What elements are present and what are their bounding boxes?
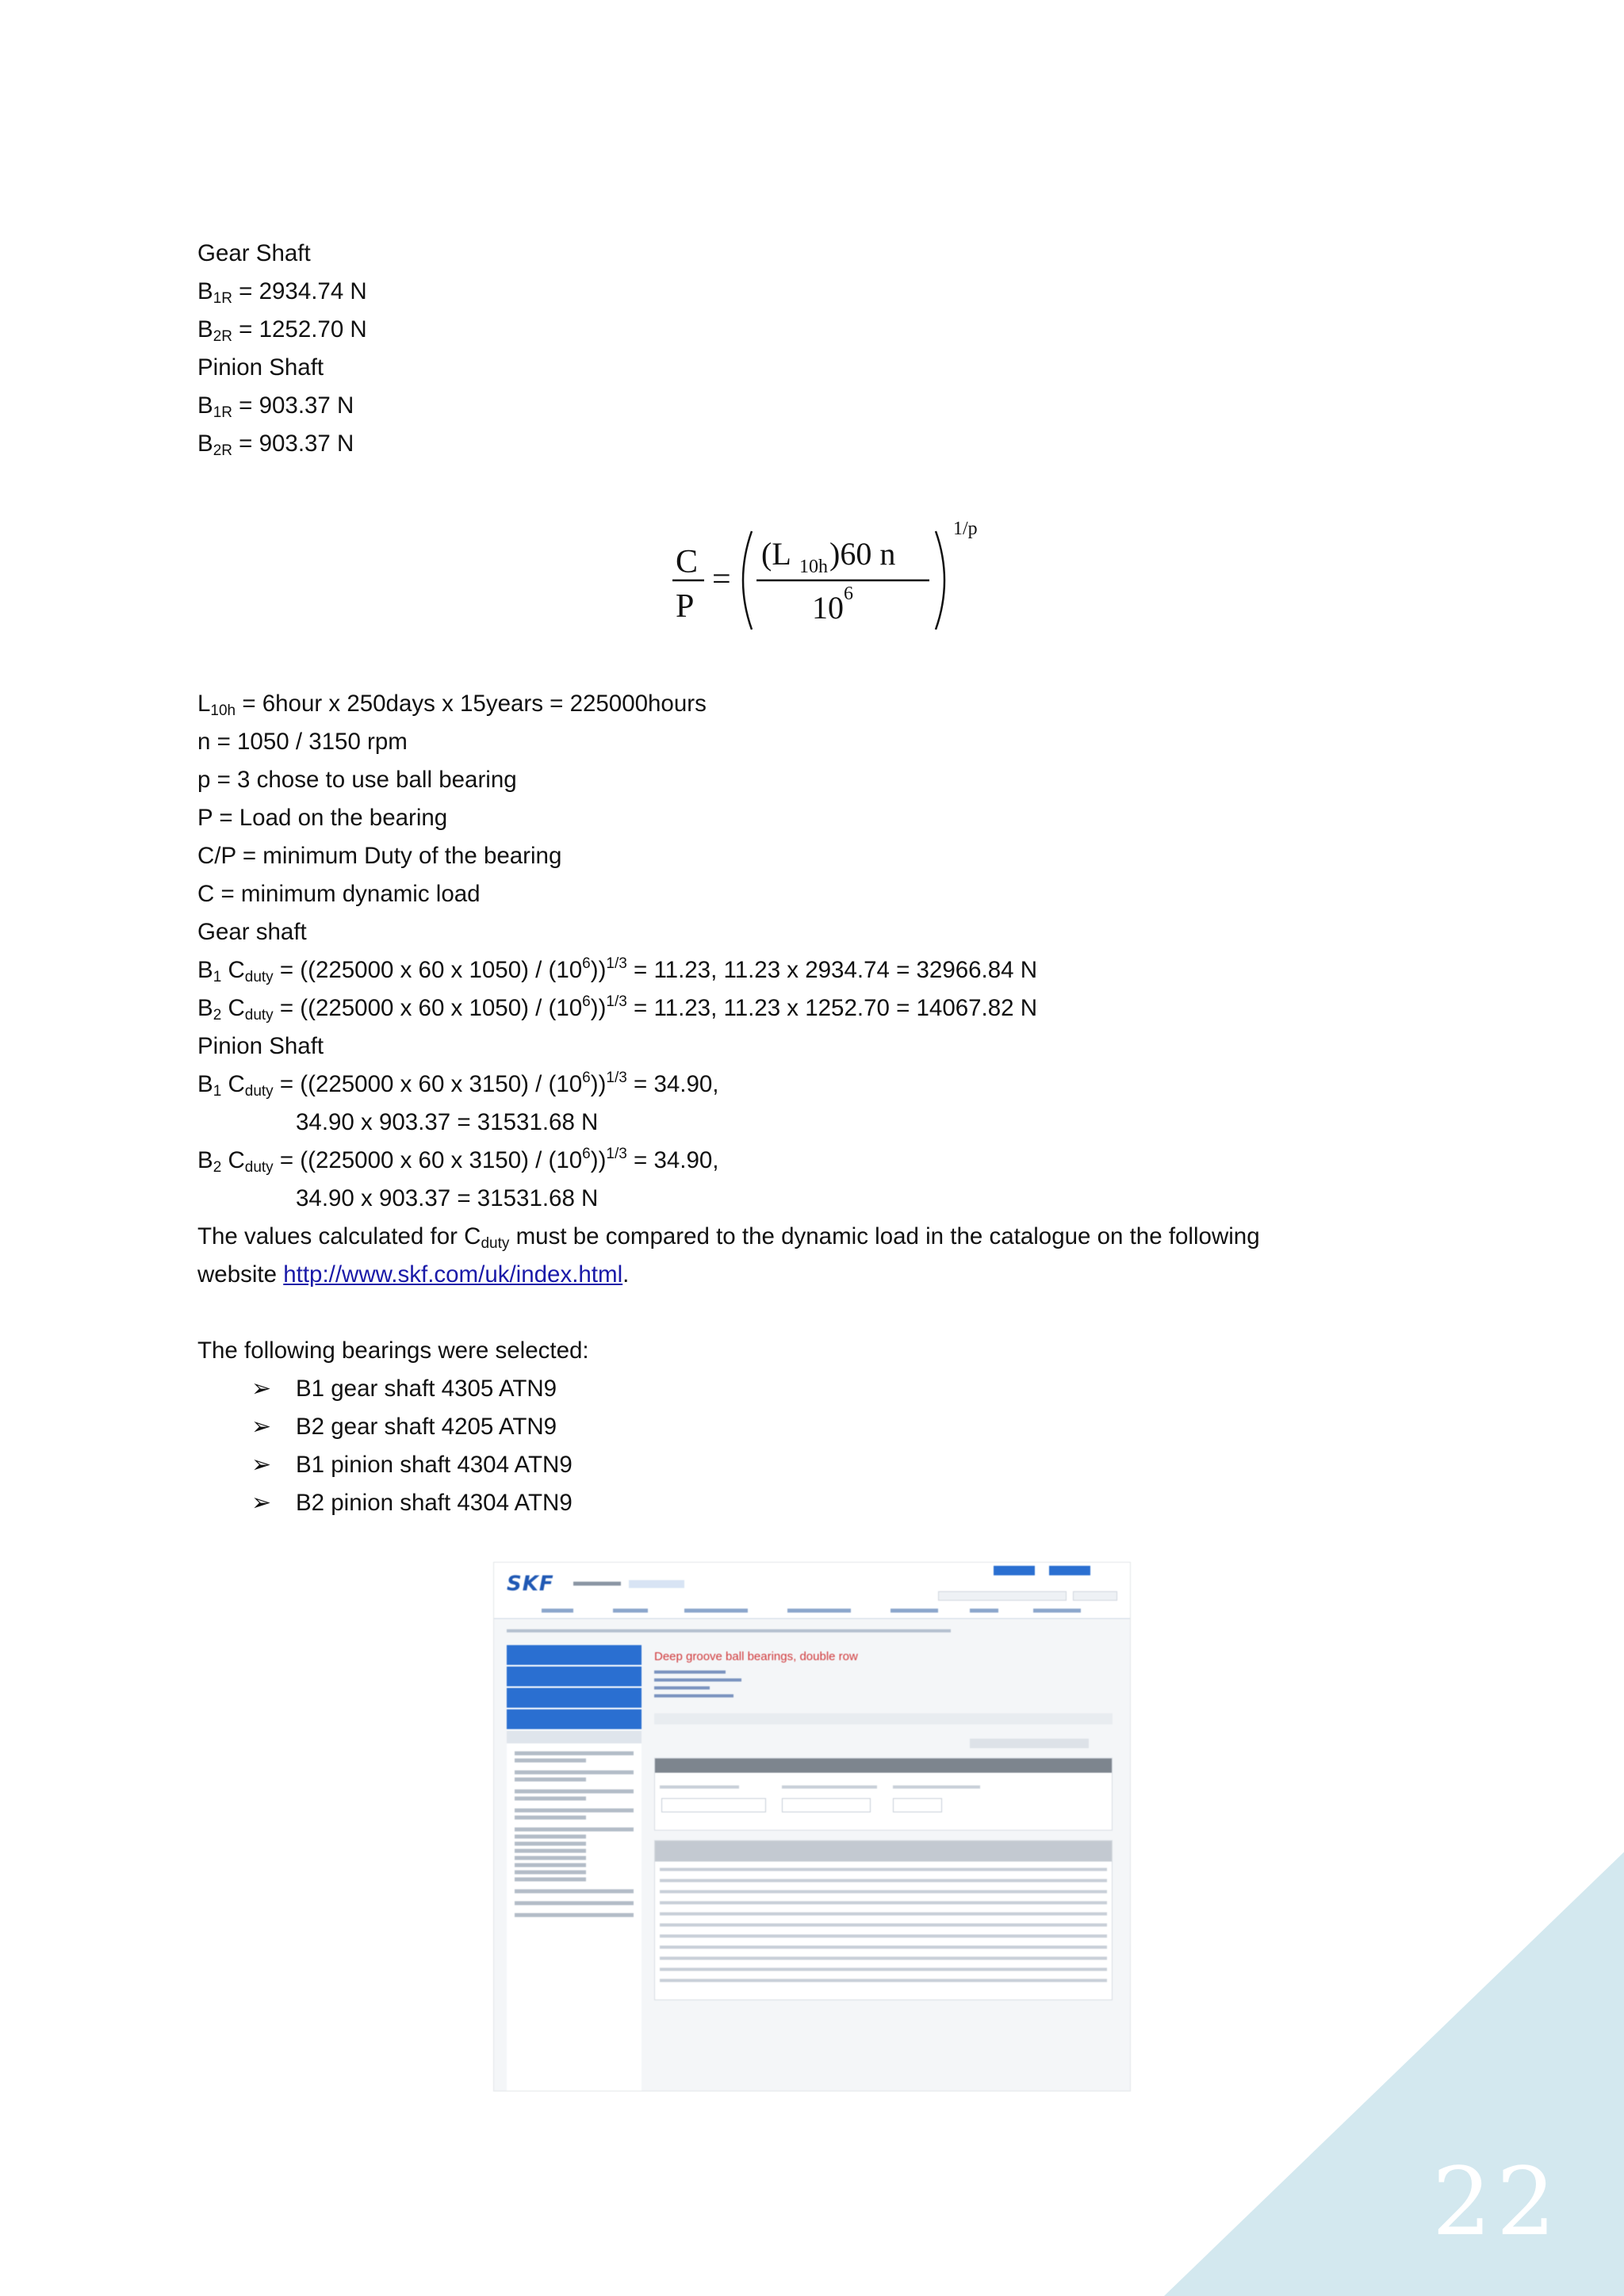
formula-ten: 10	[812, 590, 844, 626]
exponent-definition: p = 3 chose to use ball bearing	[197, 767, 517, 793]
formula-exponent: 1/p	[953, 519, 978, 539]
arrow-bullet-icon: ➢	[251, 1490, 272, 1516]
pinion-shaft-heading: Pinion Shaft	[197, 354, 324, 381]
load-definition: P = Load on the bearing	[197, 805, 448, 831]
website-line: website http://www.skf.com/uk/index.html.	[197, 1261, 630, 1288]
bearing-life-formula	[666, 507, 983, 634]
skf-website-link[interactable]: http://www.skf.com/uk/index.html	[283, 1261, 623, 1288]
skf-catalogue-screenshot	[493, 1562, 1131, 2091]
list-item: ➢ B2 pinion shaft 4304 ATN9	[251, 1484, 1434, 1522]
comparison-note: The values calculated for $C_{duty}$ must be compared to the dynamic load in the catalogue on the following	[197, 1223, 1260, 1252]
skf-logo: SKF	[507, 1572, 554, 1596]
gear-b2-calc: $B_2$ $C_{duty} = ((225000$ x 60 x $1050) / (10^6))^{1/3} = 11.23$, 11.23 x 1252.70 = 14067.82 N	[197, 993, 1038, 1024]
page-number: 22	[1431, 2147, 1561, 2256]
list-item: ➢ B2 gear shaft 4205 ATN9	[251, 1408, 1434, 1446]
pinion-b2-calc: $B_2$ $C_{duty} = ((225000$ x 60 x $3150) / (10^6))^{1/3} = 34.90$,	[197, 1146, 719, 1176]
arrow-bullet-icon: ➢	[251, 1376, 272, 1402]
formula-equals: =	[712, 561, 731, 598]
formula-rest: )60 n	[829, 536, 896, 572]
pinion-b1r-load: $B_{1R} = 903.37$ N	[197, 392, 354, 421]
gear-b1r-load: $B_{1R} = 2934.74$ N	[197, 278, 367, 307]
screenshot-heading: Deep groove ball bearings, double row	[654, 1650, 858, 1663]
gear-b1-calc: $B_1$ $C_{duty} = ((225000$ x 60 x $1050) / (10^6))^{1/3} = 11.23$, 11.23 x 2934.74 = 32966.84 N	[197, 955, 1038, 985]
duty-definition: C/P = minimum Duty of the bearing	[197, 843, 562, 869]
formula-l: (L	[761, 536, 791, 572]
selection-intro: The following bearings were selected:	[197, 1337, 589, 1364]
dynamic-load-definition: C = minimum dynamic load	[197, 881, 481, 907]
formula-six: 6	[844, 584, 853, 604]
pinion-b2-result: 34.90 x 903.37 = 31531.68 N	[296, 1185, 599, 1211]
pinion-b1-calc: $B_1$ $C_{duty} = ((225000$ x 60 x $3150) / (10^6))^{1/3} = 34.90$,	[197, 1070, 719, 1100]
l10h-definition: $L_{10h}$ = 6hour x 250days x 15years = 225000hours	[197, 691, 707, 719]
speed-definition: n = 1050 / 3150 rpm	[197, 729, 408, 755]
pinion-b1-result: 34.90 x 903.37 = 31531.68 N	[296, 1109, 599, 1135]
gear-calc-heading: Gear shaft	[197, 919, 307, 945]
gear-shaft-heading: Gear Shaft	[197, 240, 311, 266]
bearing-selection-list	[197, 1370, 1434, 1522]
gear-b2r-load: $B_{2R} = 1252.70$ N	[197, 316, 367, 345]
list-item: ➢ B1 gear shaft 4305 ATN9	[251, 1370, 1434, 1408]
pinion-b2r-load: $B_{2R} = 903.37$ N	[197, 430, 354, 459]
arrow-bullet-icon: ➢	[251, 1452, 272, 1478]
arrow-bullet-icon: ➢	[251, 1414, 272, 1440]
formula-p: P	[676, 588, 695, 625]
document-body	[197, 235, 1434, 1522]
formula-l-sub: 10h	[799, 557, 828, 577]
list-item: ➢ B1 pinion shaft 4304 ATN9	[251, 1446, 1434, 1484]
formula-c: C	[676, 544, 699, 580]
pinion-calc-heading: Pinion Shaft	[197, 1033, 324, 1059]
